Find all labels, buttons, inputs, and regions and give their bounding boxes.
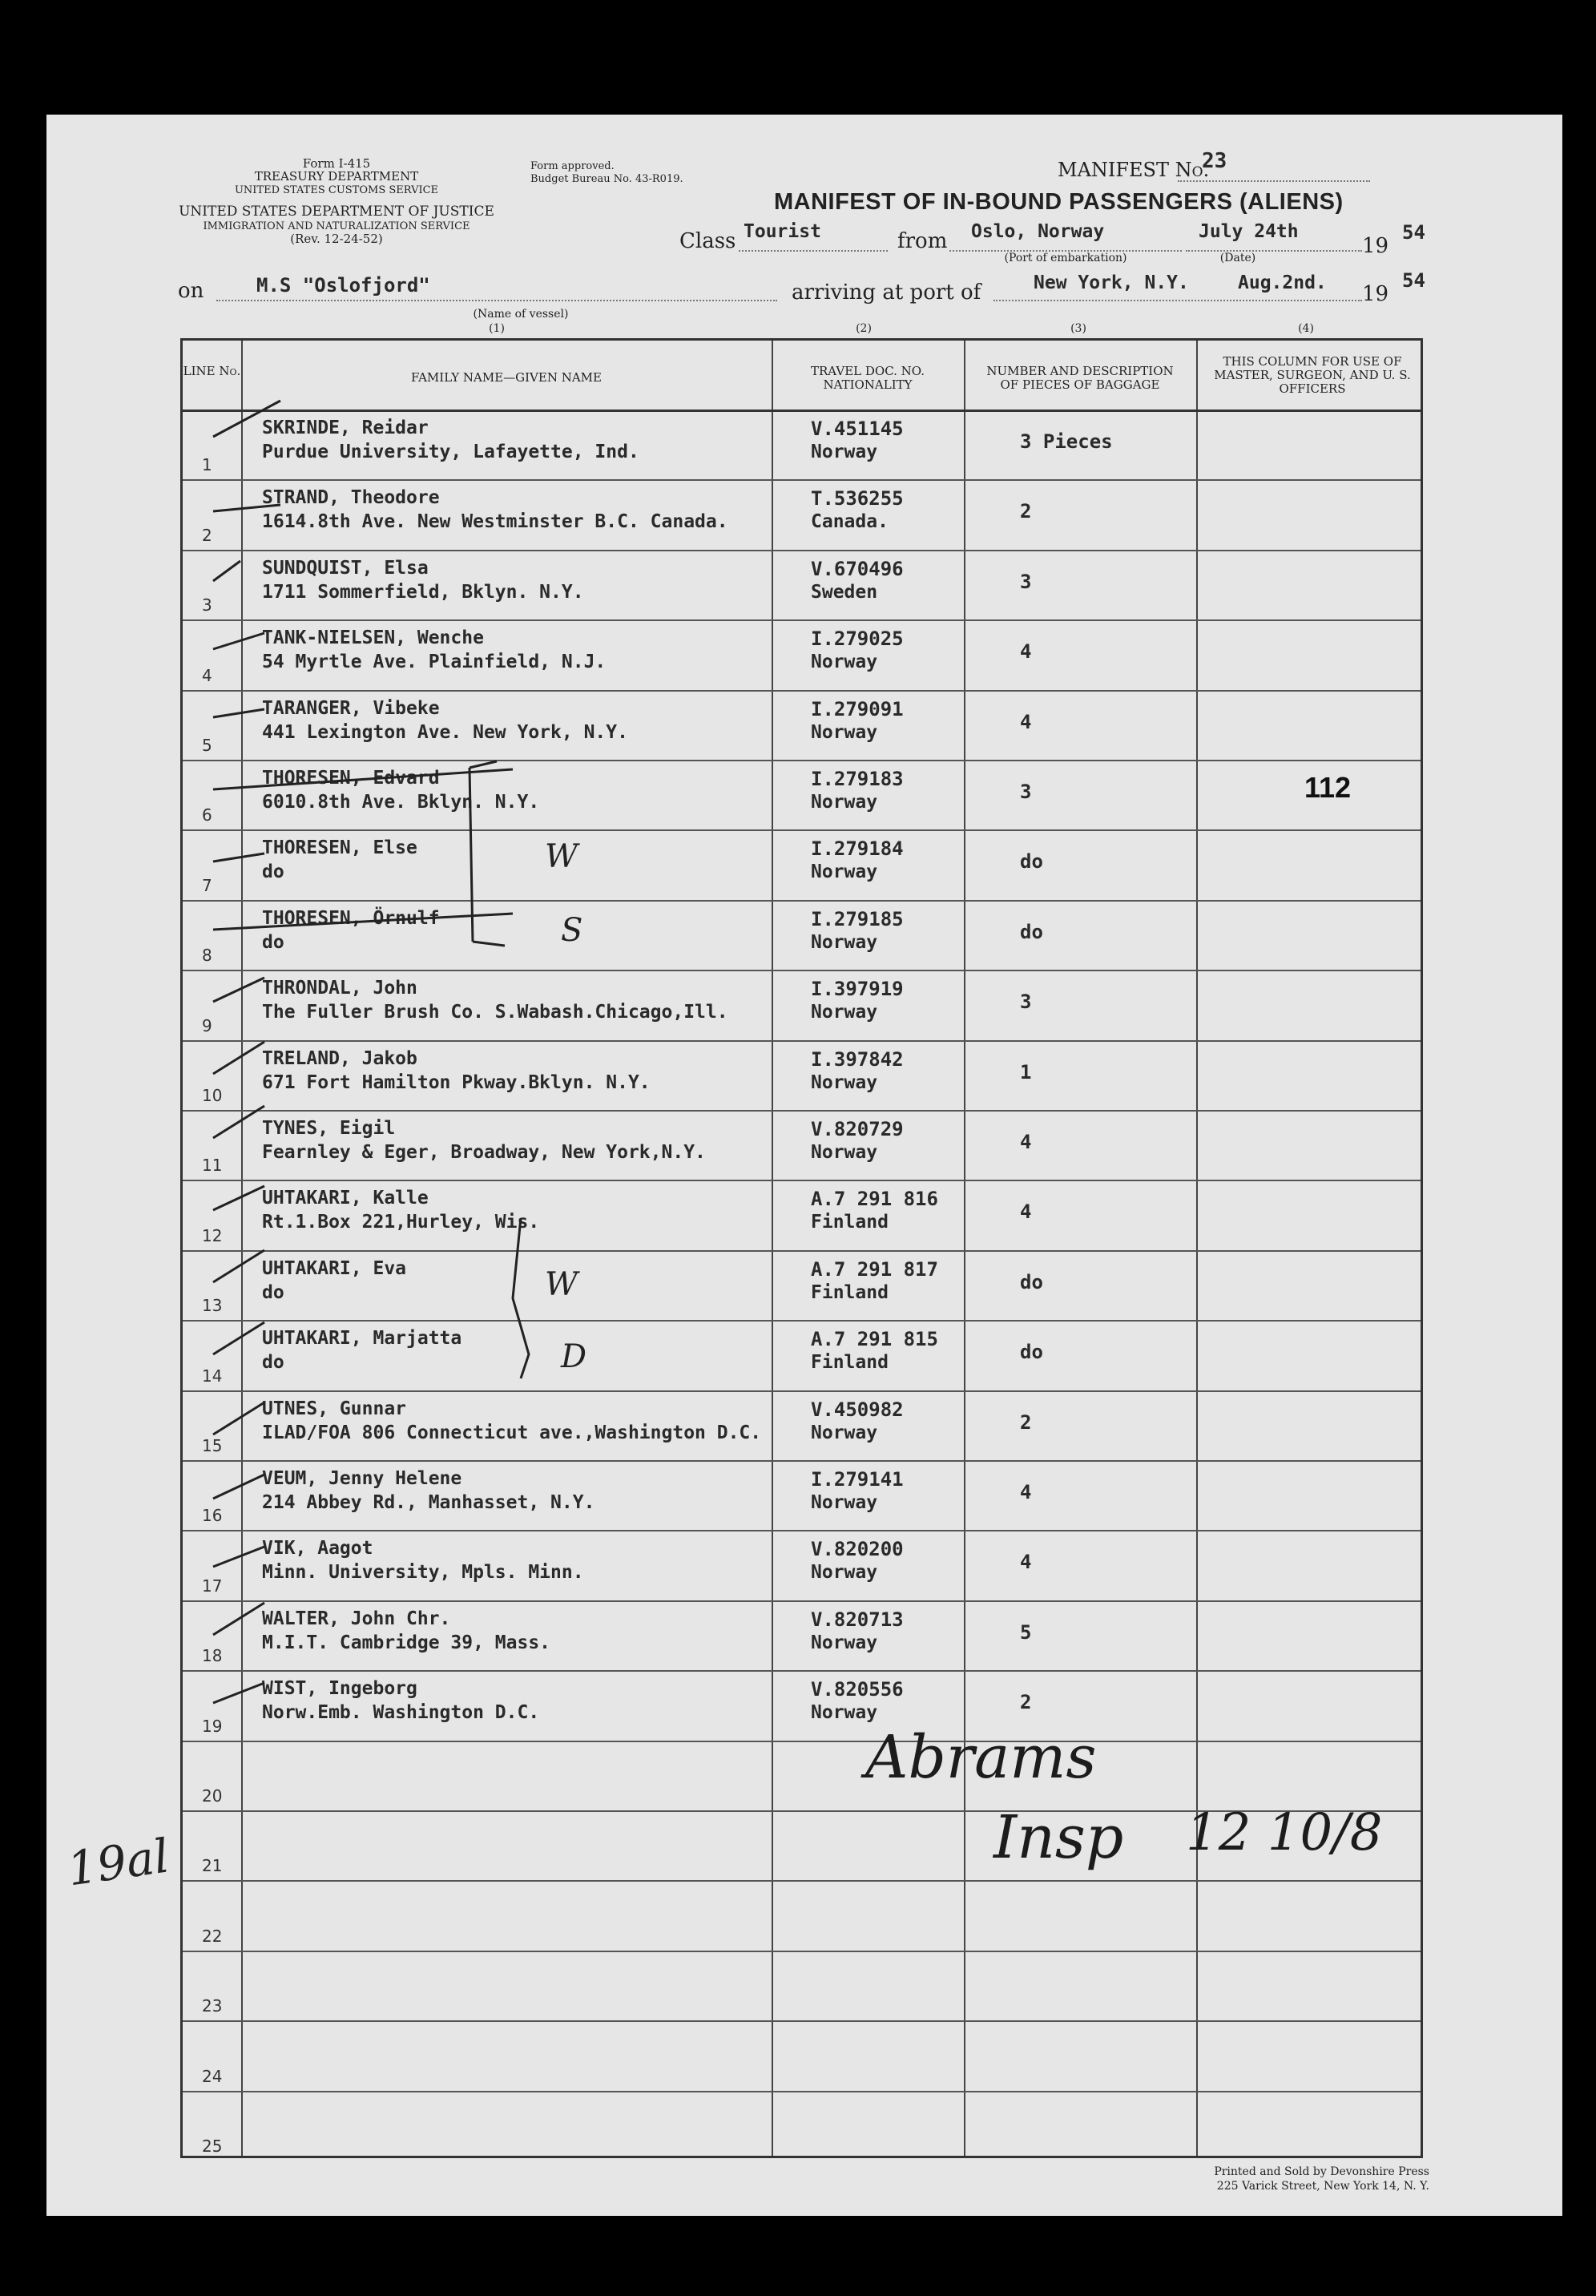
table-row <box>183 1320 1421 1390</box>
row-passenger-name: UTNES, Gunnar <box>262 1398 407 1419</box>
row-nationality: Norway <box>811 1632 878 1653</box>
table-row <box>183 760 1421 829</box>
arriving-label: arriving at port of <box>792 280 981 305</box>
row-line-number: 20 <box>202 1786 223 1806</box>
row-address: 1614.8th Ave. New Westminster B.C. Canada. <box>262 511 728 533</box>
row-address: Rt.1.Box 221,Hurley, Wis. <box>262 1212 540 1233</box>
inspector-initials: Insp <box>993 1803 1124 1872</box>
row-baggage: 2 <box>1020 500 1032 523</box>
manifest-no-value: 23 <box>1202 149 1227 173</box>
table-row <box>183 2091 1421 2161</box>
row-baggage: 4 <box>1020 1200 1032 1224</box>
year-value: 54 <box>1402 221 1425 244</box>
manifest-title: MANIFEST OF IN-BOUND PASSENGERS (ALIENS) <box>774 189 1344 215</box>
row-baggage: 4 <box>1020 640 1032 664</box>
vessel-line <box>216 300 777 301</box>
row-address: Norw.Emb. Washington D.C. <box>262 1702 540 1724</box>
row-passenger-name: UHTAKARI, Eva <box>262 1257 407 1279</box>
row-nationality: Norway <box>811 1071 878 1093</box>
port-embarkation-caption: (Port of embarkation) <box>1004 252 1127 264</box>
date-caption: (Date) <box>1219 252 1256 264</box>
row-baggage: do <box>1020 850 1043 874</box>
row-baggage: 4 <box>1020 1551 1032 1574</box>
form-revision: (Rev. 12-24-52) <box>290 232 383 246</box>
row-nationality: Norway <box>811 1562 878 1584</box>
table-row <box>183 1670 1421 1740</box>
row-baggage: 3 <box>1020 991 1032 1014</box>
row-line-number: 6 <box>202 805 212 825</box>
on-label: on <box>178 279 204 303</box>
table-row <box>183 1390 1421 1460</box>
row-baggage: 4 <box>1020 1131 1032 1153</box>
row-address: The Fuller Brush Co. S.Wabash.Chicago,Ill. <box>262 1002 728 1023</box>
table-row <box>183 829 1421 899</box>
table-row <box>183 1460 1421 1530</box>
col-number-4: (4) <box>1298 322 1314 335</box>
row-line-number: 7 <box>202 875 212 895</box>
row-baggage: 3 <box>1020 781 1032 803</box>
row-line-number: 9 <box>202 1015 212 1035</box>
row-line-number: 4 <box>202 665 212 685</box>
row-travel-doc: I.279185 <box>811 907 904 930</box>
row-baggage: 2 <box>1020 1691 1032 1714</box>
table-row <box>183 1530 1421 1600</box>
row-nationality: Norway <box>811 931 878 953</box>
row-travel-doc: V.820713 <box>811 1608 904 1631</box>
row-line-number: 19 <box>202 1716 223 1736</box>
dept-ins: IMMIGRATION AND NATURALIZATION SERVICE <box>203 220 470 232</box>
dept-customs: UNITED STATES CUSTOMS SERVICE <box>234 184 439 196</box>
row-travel-doc: I.397842 <box>811 1047 904 1071</box>
row-travel-doc: I.279184 <box>811 837 904 861</box>
row-passenger-name: VIK, Aagot <box>262 1538 373 1560</box>
class-label: Class <box>679 229 736 253</box>
note-d-row14: D <box>561 1338 587 1375</box>
row-line-number: 10 <box>202 1085 223 1105</box>
row-passenger-name: WALTER, John Chr. <box>262 1608 451 1629</box>
row-nationality: Norway <box>811 1702 878 1724</box>
row-nationality: Norway <box>811 652 878 673</box>
table-row <box>183 1600 1421 1670</box>
table-row <box>183 690 1421 760</box>
row-line-number: 5 <box>202 735 212 755</box>
row-address: 214 Abbey Rd., Manhasset, N.Y. <box>262 1492 595 1513</box>
row-address: do <box>262 1281 284 1303</box>
form-number: Form I-415 <box>302 156 371 171</box>
date-value: July 24th <box>1199 221 1299 242</box>
class-line <box>739 250 888 252</box>
row-passenger-name: TARANGER, Vibeke <box>262 697 440 719</box>
row-address: Purdue University, Lafayette, Ind. <box>262 442 639 462</box>
row-address: 6010.8th Ave. Bklyn. N.Y. <box>262 792 540 813</box>
inspector-signature: Abrams <box>865 1723 1097 1792</box>
arrival-port-line <box>993 300 1362 301</box>
note-s-row8: S <box>561 912 583 949</box>
row-line-number: 14 <box>202 1366 223 1386</box>
row-passenger-name: STRAND, Theodore <box>262 487 440 509</box>
note-w-row13: W <box>545 1266 578 1303</box>
header-baggage: NUMBER AND DESCRIPTION OF PIECES OF BAGGAGE <box>986 364 1174 392</box>
row-travel-doc: A.7 291 815 <box>811 1328 938 1351</box>
from-label: from <box>897 229 948 253</box>
printer-line-2: 225 Varick Street, New York 14, N. Y. <box>1216 2180 1429 2193</box>
year-prefix: 19 <box>1362 234 1389 258</box>
row-passenger-name: TYNES, Eigil <box>262 1118 396 1139</box>
row-nationality: Norway <box>811 721 878 743</box>
row-passenger-name: WIST, Ingeborg <box>262 1678 417 1700</box>
row-line-number: 1 <box>202 455 212 475</box>
row-line-number: 8 <box>202 946 212 966</box>
row-travel-doc: V.820729 <box>811 1118 904 1140</box>
row-travel-doc: T.536255 <box>811 487 904 510</box>
row-baggage: 3 Pieces <box>1020 430 1113 453</box>
row-travel-doc: I.279025 <box>811 627 904 651</box>
row-nationality: Sweden <box>811 581 878 603</box>
row-address: do <box>262 931 284 953</box>
col-number-3: (3) <box>1070 322 1086 335</box>
row-address: do <box>262 1352 284 1374</box>
col-number-1: (1) <box>489 322 505 335</box>
row-nationality: Finland <box>811 1352 889 1374</box>
arrival-date-value: Aug.2nd. <box>1238 272 1327 293</box>
row-nationality: Norway <box>811 1422 878 1443</box>
row-travel-doc: V.451145 <box>811 418 904 440</box>
row-line-number: 3 <box>202 595 212 615</box>
row-nationality: Canada. <box>811 511 889 533</box>
table-row <box>183 1250 1421 1320</box>
row-baggage: 2 <box>1020 1410 1032 1434</box>
table-row <box>183 479 1421 549</box>
manifest-no-line <box>1178 180 1370 182</box>
row-baggage: 3 <box>1020 570 1032 593</box>
row-line-number: 2 <box>202 525 212 545</box>
table-row <box>183 1180 1421 1249</box>
row-address: M.I.T. Cambridge 39, Mass. <box>262 1632 551 1653</box>
row-line-number: 17 <box>202 1576 223 1596</box>
row-line-number: 11 <box>202 1156 223 1176</box>
row-address: 441 Lexington Ave. New York, N.Y. <box>262 721 628 743</box>
row-officer-note: 112 <box>1304 771 1352 804</box>
row-travel-doc: V.670496 <box>811 557 904 580</box>
row-passenger-name: SUNDQUIST, Elsa <box>262 557 429 579</box>
arrival-year-prefix: 19 <box>1362 282 1389 306</box>
row-travel-doc: I.279141 <box>811 1468 904 1491</box>
from-value: Oslo, Norway <box>971 221 1105 242</box>
row-baggage: 4 <box>1020 710 1032 733</box>
header-line-no: LINE No. <box>183 364 241 378</box>
table-row <box>183 1741 1421 1810</box>
row-nationality: Norway <box>811 792 878 813</box>
row-address: 671 Fort Hamilton Pkway.Bklyn. N.Y. <box>262 1071 651 1093</box>
budget-bureau: Budget Bureau No. 43-R019. <box>530 173 683 185</box>
table-row <box>183 2020 1421 2090</box>
row-baggage: 4 <box>1020 1481 1032 1503</box>
row-travel-doc: I.279091 <box>811 697 904 720</box>
row-nationality: Norway <box>811 1002 878 1023</box>
row-address: Minn. University, Mpls. Minn. <box>262 1562 584 1584</box>
row-nationality: Norway <box>811 442 878 462</box>
row-passenger-name: UHTAKARI, Marjatta <box>262 1328 462 1350</box>
row-baggage: do <box>1020 920 1043 943</box>
printer-line-1: Printed and Sold by Devonshire Press <box>1214 2165 1429 2178</box>
row-passenger-name: THORESEN, Edvard <box>262 768 440 789</box>
handwritten-date: 12 10/8 <box>1186 1803 1383 1862</box>
manifest-no-label: MANIFEST No. <box>1058 159 1210 181</box>
row-address: 1711 Sommerfield, Bklyn. N.Y. <box>262 581 584 603</box>
row-travel-doc: A.7 291 816 <box>811 1188 938 1211</box>
arrival-year-value: 54 <box>1402 269 1425 292</box>
row-nationality: Norway <box>811 1492 878 1513</box>
row-travel-doc: A.7 291 817 <box>811 1257 938 1281</box>
row-address: Fearnley & Eger, Broadway, New York,N.Y. <box>262 1142 706 1163</box>
handwritten-margin-note: 19al <box>63 1828 173 1897</box>
header-travel-doc: TRAVEL DOC. NO. NATIONALITY <box>810 364 925 392</box>
row-line-number: 15 <box>202 1435 223 1455</box>
row-baggage: do <box>1020 1341 1043 1364</box>
row-address: ILAD/FOA 806 Connecticut ave.,Washington D.C. <box>262 1422 762 1443</box>
row-line-number: 22 <box>202 1926 223 1946</box>
form-approved: Form approved. <box>530 160 615 172</box>
table-row <box>183 410 1421 479</box>
row-passenger-name: TANK-NIELSEN, Wenche <box>262 627 484 649</box>
row-line-number: 16 <box>202 1506 223 1526</box>
row-nationality: Norway <box>811 1142 878 1163</box>
dept-justice: UNITED STATES DEPARTMENT OF JUSTICE <box>179 204 494 220</box>
row-travel-doc: V.820200 <box>811 1538 904 1561</box>
row-travel-doc: I.279183 <box>811 768 904 790</box>
row-travel-doc: V.450982 <box>811 1398 904 1421</box>
row-nationality: Finland <box>811 1212 889 1233</box>
table-row <box>183 970 1421 1039</box>
row-passenger-name: THORESEN, Else <box>262 837 417 859</box>
row-line-number: 18 <box>202 1646 223 1666</box>
row-nationality: Finland <box>811 1281 889 1303</box>
table-row <box>183 900 1421 970</box>
row-passenger-name: SKRINDE, Reidar <box>262 418 429 438</box>
row-travel-doc: V.820556 <box>811 1678 904 1701</box>
header-name: FAMILY NAME—GIVEN NAME <box>410 370 602 385</box>
class-value: Tourist <box>744 221 821 242</box>
row-line-number: 13 <box>202 1296 223 1316</box>
row-line-number: 12 <box>202 1225 223 1245</box>
vessel-value: M.S "Oslofjord" <box>256 274 430 297</box>
row-line-number: 21 <box>202 1856 223 1876</box>
row-passenger-name: TRELAND, Jakob <box>262 1047 417 1069</box>
row-address: do <box>262 862 284 883</box>
table-row <box>183 1951 1421 2020</box>
row-passenger-name: THORESEN, Örnulf <box>262 907 440 929</box>
row-passenger-name: VEUM, Jenny Helene <box>262 1468 462 1489</box>
dept-treasury: TREASURY DEPARTMENT <box>254 169 419 184</box>
row-line-number: 25 <box>202 2136 223 2156</box>
table-row <box>183 1040 1421 1110</box>
row-baggage: do <box>1020 1270 1043 1293</box>
table-row <box>183 1880 1421 1950</box>
row-baggage: 1 <box>1020 1060 1032 1083</box>
row-line-number: 23 <box>202 1996 223 2016</box>
table-row <box>183 1110 1421 1180</box>
col-number-2: (2) <box>856 322 872 335</box>
row-nationality: Norway <box>811 862 878 883</box>
row-line-number: 24 <box>202 2066 223 2086</box>
header-officers: THIS COLUMN FOR USE OF MASTER, SURGEON, AND U. S. OFFICERS <box>1214 354 1411 396</box>
note-w-row7: W <box>545 838 578 875</box>
row-passenger-name: THRONDAL, John <box>262 978 417 999</box>
table-row <box>183 550 1421 619</box>
row-passenger-name: UHTAKARI, Kalle <box>262 1188 429 1209</box>
row-travel-doc: I.397919 <box>811 978 904 1001</box>
row-baggage: 5 <box>1020 1620 1032 1644</box>
row-address: 54 Myrtle Ave. Plainfield, N.J. <box>262 652 607 673</box>
table-row <box>183 619 1421 689</box>
passenger-table <box>180 338 1423 2158</box>
arrival-port-value: New York, N.Y. <box>1034 272 1189 293</box>
vessel-caption: (Name of vessel) <box>473 308 569 321</box>
